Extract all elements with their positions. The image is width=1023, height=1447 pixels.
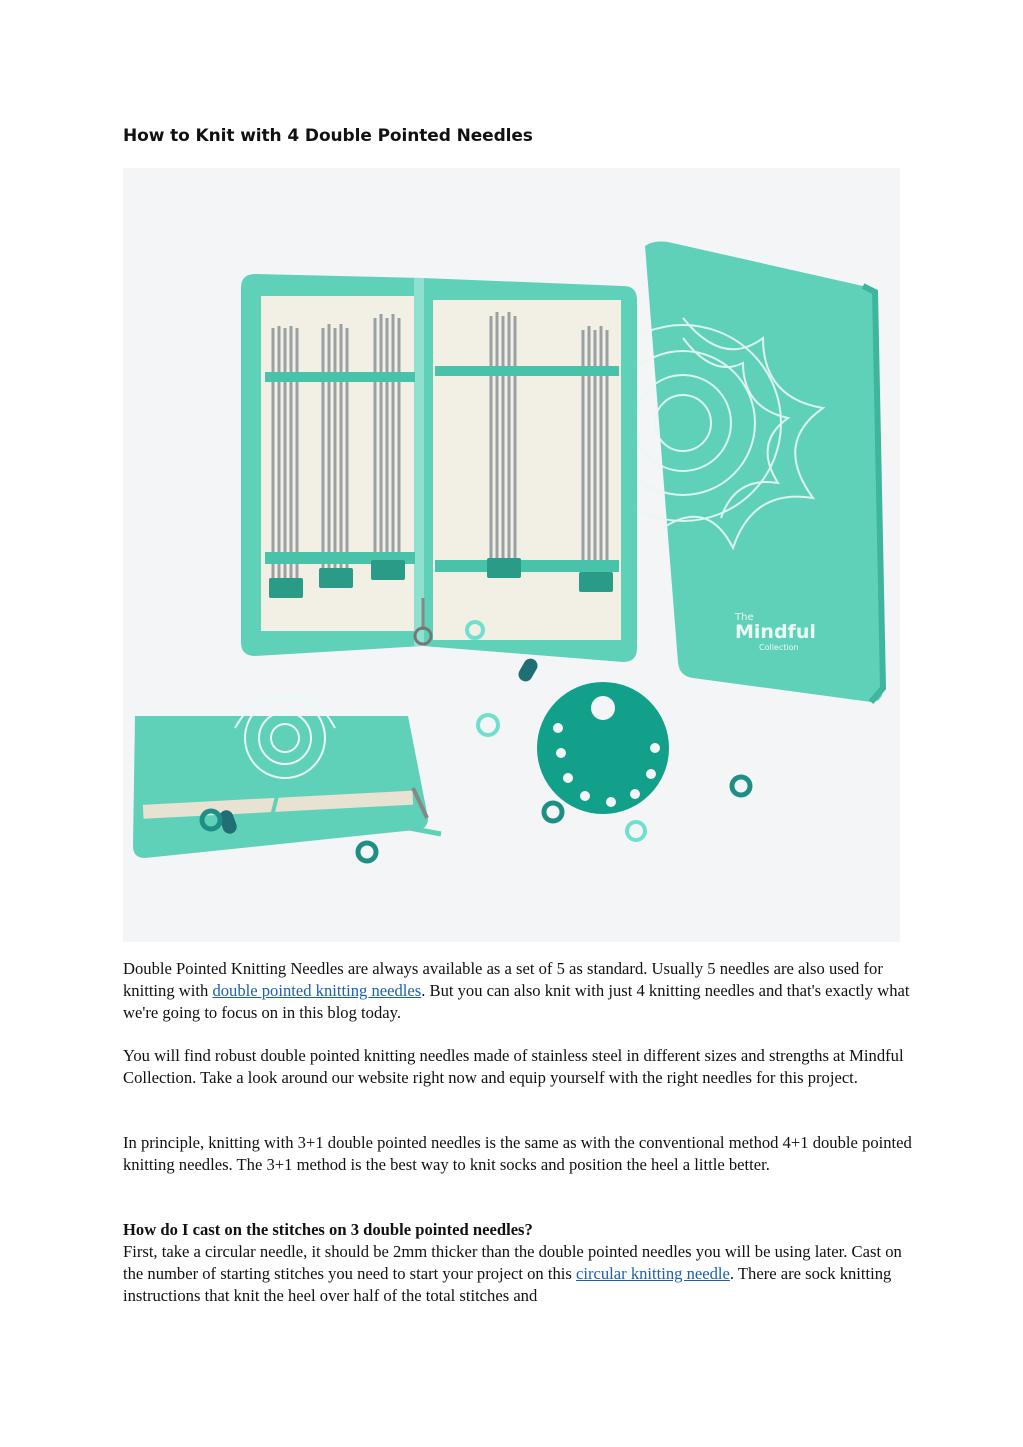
p1-after: . But you can also knit with just 4 knitting needles and that's exactly what we're going to focus on in this blog today.: [123, 981, 910, 1022]
paragraph-principle: In principle, knitting with 3+1 double pointed needles is the same as with the conventional method 4+1 double pointed knitting needles. The 3+1 method is the best way to knit socks and position the heel a little better.: [123, 1133, 912, 1174]
paragraph-intro: [123, 958, 913, 1024]
p1-before: Double Pointed Knitting Needles are always available as a set of 5 as standard. Usually 5 needles are also used for knitting with: [123, 959, 883, 1000]
p4-before: First, take a circular needle, it should be 2mm thicker than the double pointed needles you will be using later. Cast on the number of starting stitches you need to start your project on this: [123, 1242, 902, 1283]
p4-after: . There are sock knitting instructions that knit the heel over half of the total stitches and: [123, 1264, 892, 1305]
brand-mindful-text: Mindful: [735, 621, 816, 643]
needle-gauge: [537, 682, 669, 814]
double-pointed-needles-link[interactable]: double pointed knitting needles: [212, 981, 422, 1000]
cast-on-heading: How do I cast on the stitches on 3 double pointed needles?: [123, 1220, 533, 1239]
paragraph-stainless-steel: You will find robust double pointed knitting needles made of stainless steel in different sizes and strengths at Mindful Collection. Take a look around our website right now and equip yourself with the right needles for this project.: [123, 1046, 904, 1087]
product-photo: [123, 168, 900, 942]
knitting-needle-case-illustration: [123, 168, 900, 942]
brand-the-text: The: [735, 612, 754, 623]
circular-needle-link[interactable]: circular knitting needle: [576, 1264, 730, 1283]
brand-collection-text: Collection: [759, 643, 799, 652]
article-title: How to Knit with 4 Double Pointed Needles: [123, 126, 533, 146]
open-case: [241, 274, 637, 662]
paragraph-cast-on: [123, 1219, 913, 1307]
zip-pouch: [133, 696, 428, 858]
